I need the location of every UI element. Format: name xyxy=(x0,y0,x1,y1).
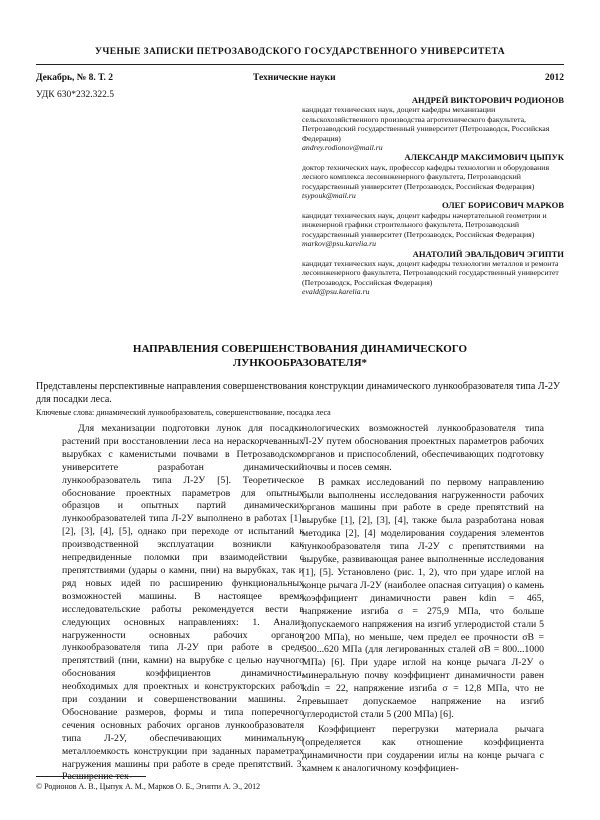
paragraph: нологических возможностей лункообразователя типа Л-2У путем обоснования проектных параметров рабочих органов и приспособлений, обеспечивающих подготовку почвы и посев семян. xyxy=(302,423,544,473)
abstract: Представлены перспективные направления совершенствования конструкции динамического лункообразователя типа Л-2У для посадки леса. xyxy=(36,381,561,405)
author-email[interactable]: andrey.rodionov@mail.ru xyxy=(302,143,383,153)
header-rule xyxy=(36,64,564,65)
author-name: АЛЕКСАНДР МАКСИМОВИЧ ЦЫПУК xyxy=(404,152,564,163)
author-email[interactable]: tsypouk@mail.ru xyxy=(302,191,356,201)
author-info: доктор технических наук, профессор кафедры технологии и оборудования лесного комплекса лесоинженерного факультета, Петрозаводский государственный университет (Петрозаводск, Российская Федерация) xyxy=(302,162,550,191)
paragraph: Для механизации подготовки лунок для посадки растений при восстановлении леса на нераскорчеванных вырубках с каменистыми почвами в Петрозаводском университете разработан динамический лункообразователь типа Л-2У [5]. Теоретическое обоснование проектных параметров для опытных образцов и опытных партий динамических лункообразователей типа Л-2У выполнено в работах [1], [2], [3], [4], [5], однако при переходе от испытаний к производственной эксплуатации возникли как непредвиденные поломки при взаимодействии с препятствиями (удары о камни, пни) на вырубках, так и ряд новых идей по расширению функциональных возможностей машины. В настоящее время исследовательские работы рекомендуется вести в следующих основных направлениях: 1. Анализ нагруженности основных рабочих органов лункообразователя типа Л-2У при работе в среде препятствий (пни, камни) на вырубке с целью научного обоснования коэффициентов динамичности, необходимых для проектных и конструкторских работ при создании и совершенствовании машины. 2. Обоснование размеров, формы и типа поперечного сечения основных рабочих органов лункообразователя типа Л-2У, обеспечивающих минимальную металлоемкость конструкции при заданных параметрах нагружения машины при работе в среде препятствий. 3. Расширение тех- xyxy=(62,423,304,783)
title-line: НАПРАВЛЕНИЯ СОВЕРШЕНСТВОВАНИЯ ДИНАМИЧЕСКОГО xyxy=(132,343,468,355)
article-title xyxy=(0,342,600,370)
journal-title: УЧЕНЫЕ ЗАПИСКИ ПЕТРОЗАВОДСКОГО ГОСУДАРСТВЕННОГО УНИВЕРСИТЕТА xyxy=(95,47,505,57)
body-column-right xyxy=(302,423,544,774)
author xyxy=(302,250,564,297)
author-name: АНДРЕЙ ВИКТОРОВИЧ РОДИОНОВ xyxy=(411,95,564,105)
udc-code: УДК 630*232.322.5 xyxy=(36,90,114,100)
author xyxy=(302,153,564,200)
author xyxy=(302,201,564,248)
issue-info: Декабрь, № 8. Т. 2 xyxy=(36,73,114,83)
footer-rule xyxy=(36,776,146,777)
title-line: ЛУНКООБРАЗОВАТЕЛЯ* xyxy=(232,357,368,369)
keywords: Ключевые слова: динамический лункообразователь, совершенствование, посадка леса xyxy=(36,408,331,417)
paragraph: Коэффициент перегрузки материала рычага (определяется как отношение коэффициента динамичности при соударении иглы на конце рычага с камнем к аналогичному коэффициен- xyxy=(302,723,544,774)
body-column-left xyxy=(62,423,304,783)
author-info: кандидат технических наук, доцент кафедры технологии металлов и ремонта лесоинженерного факультета, Петрозаводский государственный университет (Петрозаводск, Российская Федерация) xyxy=(302,258,559,287)
authors-block xyxy=(302,96,564,298)
author-email[interactable]: evald@psu.karelia.ru xyxy=(302,287,370,297)
author-name: АНАТОЛИЙ ЭВАЛЬДОВИЧ ЭГИПТИ xyxy=(412,248,564,259)
author-info: кандидат технических наук, доцент кафедры механизации сельскохозяйственного производства агротехнического факультета, Петрозаводский государственный университет (Петрозаводск, Российская Федерация) xyxy=(302,105,550,143)
year: 2012 xyxy=(545,73,564,83)
author-info: кандидат технических наук, доцент кафедры начертательной геометрии и инженерной графики строительного факультета, Петрозаводский государственный университет (Петрозаводск, Российская Федерация) xyxy=(302,210,547,239)
author xyxy=(302,96,564,152)
author-email[interactable]: markov@psu.karelia.ru xyxy=(302,239,377,249)
copyright: © Родионов А. В., Цыпук А. М., Марков О. Б., Эгипти А. Э., 2012 xyxy=(36,782,261,791)
section-name: Технические науки xyxy=(253,73,336,83)
paragraph: В рамках исследований по первому направлению были выполнены исследования нагруженности рабочих органов машины при работе в среде препятствий на вырубке [1], [2], [3], [4], также была разработана новая методика [2], [4] моделирования соударения элементов лункообразователя типа Л-2У с препятствиями на вырубке, развивающая ранее выполненные исследования [1], [5]. Установлено (рис. 1, 2), что при ударе иглой на конце рычага Л-2У (наиболее опасная ситуация) о камень коэффициент динамичности равен kdin = 465, напряжение изгиба σ = 275,9 МПа, что больше допускаемого напряжения на изгиб углеродистой стали 5 (200 МПа), но меньше, чем предел ее прочности σB = 500...620 МПа (для легированных сталей σB = 800...1000 МПа) [6]. При ударе иглой на конце рычага Л-2У о минеральную почву коэффициент динамичности равен kdin = 22, напряжение изгиба σ = 12,8 МПа, что не превышает допускаемое напряжение на изгиб углеродистой стали 5 (200 МПа) [6]. xyxy=(302,476,544,720)
author-name: ОЛЕГ БОРИСОВИЧ МАРКОВ xyxy=(441,200,564,211)
